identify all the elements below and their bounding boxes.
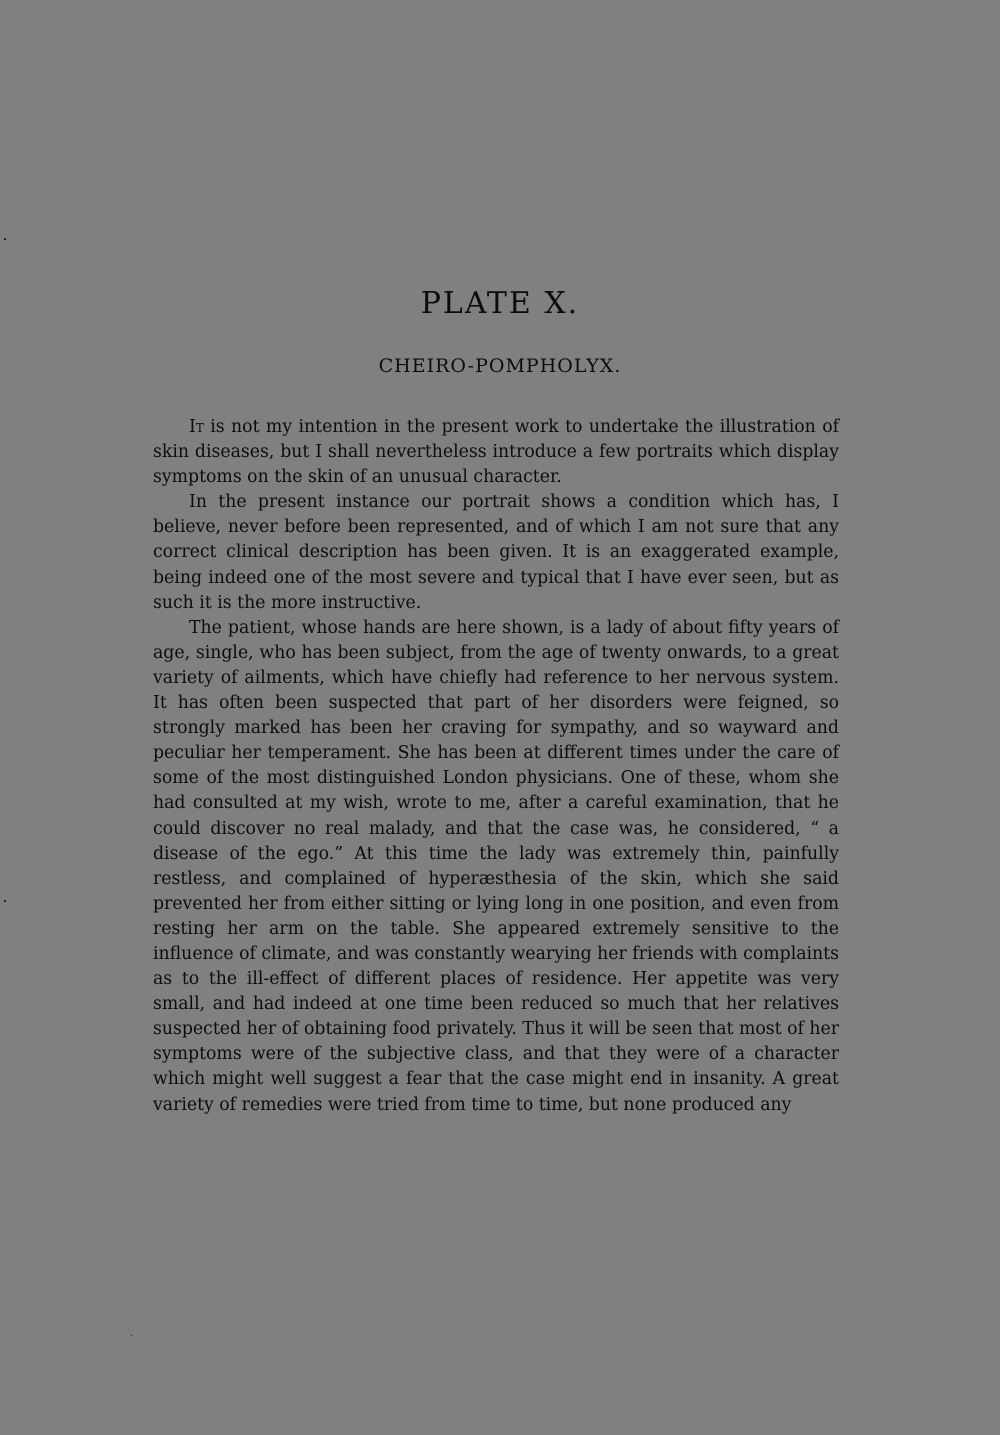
paragraph-1-text: is not my intention in the present work to undertake the illustration of skin diseases, but I shall nevertheless introduce a few portraits which display symptoms on the skin of an unusual character. <box>153 417 839 488</box>
plate-subtitle: CHEIRO-POMPHOLYX. <box>378 355 622 377</box>
paragraph-2 <box>153 490 839 615</box>
paragraph-3-text: The patient, whose hands are here shown, is a lady of about fifty years of age, single, who has been subject, from the age of twenty onwards, to a great variety of ailments, which have chiefly had reference to her nervous system. It has often been suspected that part of her disorders were feigned, so strongly marked has been her craving for sympathy, and so wayward and peculiar her temperament. She has been at different times under the care of some of the most distinguished London physicians. One of these, whom she had consulted at my wish, wrote to me, after a careful examination, that he could discover no real malady, and that the case was, he considered, “ a disease of the ego.” At this time the lady was extremely thin, painfully restless, and complained of hyperæsthesia of the skin, which she said prevented her from either sitting or lying long in one position, and even from resting her arm on the table. She appeared extremely sensitive to the influence of climate, and was constantly wearying her friends with complaints as to the ill-effect of different places of residence. Her appetite was very small, and had indeed at one time been reduced so much that her relatives suspected her of obtaining food privately. Thus it will be seen that most of her symptoms were of the subjective class, and that they were of a character which might well suggest a fear that the case might end in insanity. A great variety of remedies were tried from time to time, but none produced any <box>153 617 839 1115</box>
paragraph-1 <box>153 415 839 490</box>
scan-speck <box>4 900 6 902</box>
scan-speck <box>4 238 6 240</box>
plate-title: PLATE X. <box>420 286 580 321</box>
body-text <box>153 415 839 1118</box>
paragraph-2-text: In the present instance our portrait shows a condition which has, I believe, never before been represented, and of which I am not sure that any correct clinical description has been given. It is an exaggerated example, being indeed one of the most severe and typical that I have ever seen, but as such it is the more instructive. <box>153 492 839 613</box>
paragraph-1-lead: It <box>189 417 204 437</box>
paragraph-3 <box>153 616 839 1118</box>
scan-speck <box>131 1335 132 1336</box>
